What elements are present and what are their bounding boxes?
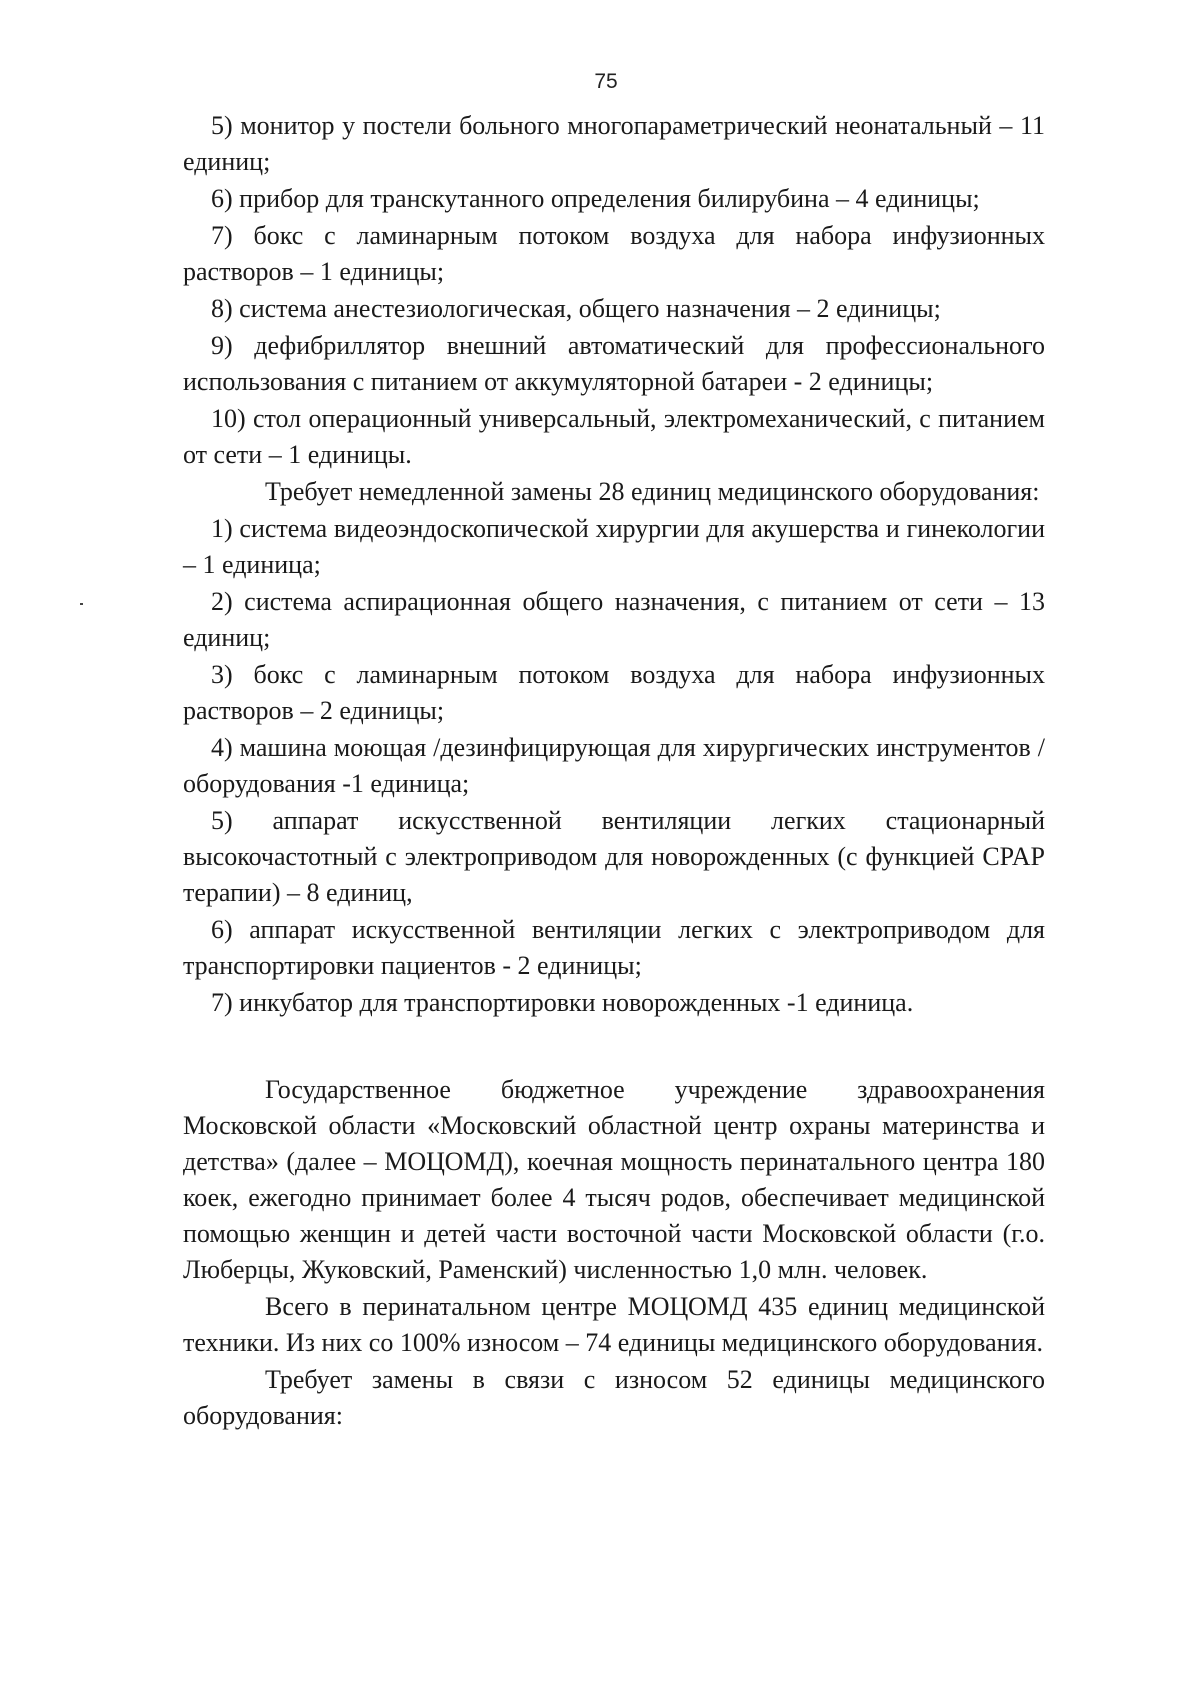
replacement-required-paragraph: Требует замены в связи с износом 52 единицы медицинского оборудования: <box>183 1365 1045 1430</box>
list-item: 9) дефибриллятор внешний автоматический для профессионального использования с питанием от аккумуляторной батареи - 2 единицы; <box>183 331 1045 396</box>
list-item: 6) аппарат искусственной вентиляции легких с электроприводом для транспортировки пациентов - 2 единицы; <box>183 915 1045 980</box>
list-item: 7) бокс с ламинарным потоком воздуха для набора инфузионных растворов – 1 единицы; <box>183 221 1045 286</box>
document-body <box>183 108 1045 1435</box>
list-item: 8) система анестезиологическая, общего назначения – 2 единицы; <box>211 294 941 323</box>
list-item: 10) стол операционный универсальный, электромеханический, с питанием от сети – 1 единицы. <box>183 404 1045 469</box>
list-item: 4) машина моющая /дезинфицирующая для хирургических инструментов /оборудования -1 единица; <box>183 733 1045 798</box>
equipment-total-paragraph: Всего в перинатальном центре МОЦОМД 435 единиц медицинской техники. Из них со 100% износом – 74 единицы медицинского оборудования. <box>183 1292 1045 1357</box>
institution-paragraph: Государственное бюджетное учреждение здравоохранения Московской области «Московский областной центр охраны материнства и детства» (далее – МОЦОМД), коечная мощность перинатального центра 180 коек, ежегодно принимает более 4 тысяч родов, обеспечивает медицинской помощью женщин и детей части восточной части Московской области (г.о. Люберцы, Жуковский, Раменский) численностью 1,0 млн. человек. <box>183 1075 1045 1284</box>
equipment-list-continued <box>183 108 1045 473</box>
list-item: 1) система видеоэндоскопической хирургии для акушерства и гинекологии – 1 единица; <box>183 514 1045 579</box>
section-gap <box>183 1022 1045 1072</box>
scan-speck <box>80 603 83 605</box>
list-item: 5) монитор у постели больного многопараметрический неонатальный – 11 единиц; <box>183 111 1045 176</box>
page-number: 75 <box>594 70 618 93</box>
list-item: 7) инкубатор для транспортировки новорожденных -1 единица. <box>211 988 914 1017</box>
list-item: 2) система аспирационная общего назначения, с питанием от сети – 13 единиц; <box>183 587 1045 652</box>
list-item: 3) бокс с ламинарным потоком воздуха для набора инфузионных растворов – 2 единицы; <box>183 660 1045 725</box>
immediate-replacement-heading: Требует немедленной замены 28 единиц медицинского оборудования: <box>265 477 1040 506</box>
list-item: 5) аппарат искусственной вентиляции легких стационарный высокочастотный с электроприводом для новорожденных (с функцией CPAP терапии) – 8 единиц, <box>183 806 1045 907</box>
list-item: 6) прибор для транскутанного определения билирубина – 4 единицы; <box>211 184 980 213</box>
immediate-replacement-list <box>183 511 1045 1021</box>
